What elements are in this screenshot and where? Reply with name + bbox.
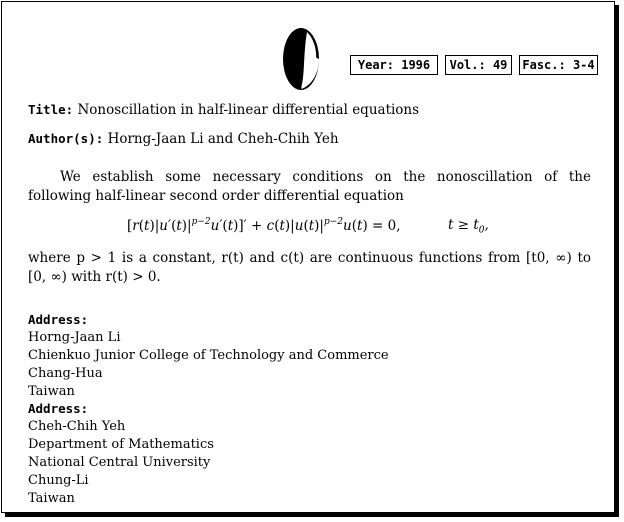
abstract-outro: where p > 1 is a constant, r(t) and c(t) are continuous functions from [t0, ∞) to [0, ∞) with r(t) > 0. (28, 250, 591, 285)
address-line: Chang-Hua (28, 366, 103, 381)
address-line: Horng-Jaan Li (28, 330, 121, 345)
address-label: Address: (28, 401, 89, 416)
address-block-1 (28, 311, 389, 401)
address-line: Chienkuo Junior College of Technology and Commerce (28, 348, 389, 363)
article-authors: Horng-Jaan Li and Cheh-Chih Yeh (107, 131, 339, 147)
address-line: Cheh-Chih Yeh (28, 419, 126, 434)
differential-equation: $[r(t)|u'(t)|^{p-2}u'(t)]' + c(t)|u(t)|^{p-2}u(t) = 0$, (127, 217, 401, 234)
abstract-intro: We establish some necessary conditions on the nonoscillation of the following half-linear second order differential equation (28, 169, 591, 204)
title-row (28, 102, 419, 118)
address-line: Taiwan (28, 384, 75, 399)
equation-condition: $t \ge t_0$, (448, 217, 489, 236)
authors-row (28, 131, 339, 147)
document-frame (1, 1, 615, 513)
volume-badge: Vol.: 49 (445, 55, 512, 75)
authors-label: Author(s): (28, 131, 104, 146)
address-line: Chung-Li (28, 473, 89, 488)
journal-logo (281, 26, 321, 92)
fascicle-badge: Fasc.: 3-4 (519, 55, 598, 75)
address-line: Department of Mathematics (28, 437, 214, 452)
address-line: Taiwan (28, 491, 75, 506)
year-badge: Year: 1996 (350, 55, 438, 75)
address-block-2 (28, 400, 214, 508)
address-label: Address: (28, 312, 89, 327)
address-line: National Central University (28, 455, 211, 470)
article-title: Nonoscillation in half-linear differential equations (77, 102, 420, 118)
title-label: Title: (28, 102, 74, 117)
